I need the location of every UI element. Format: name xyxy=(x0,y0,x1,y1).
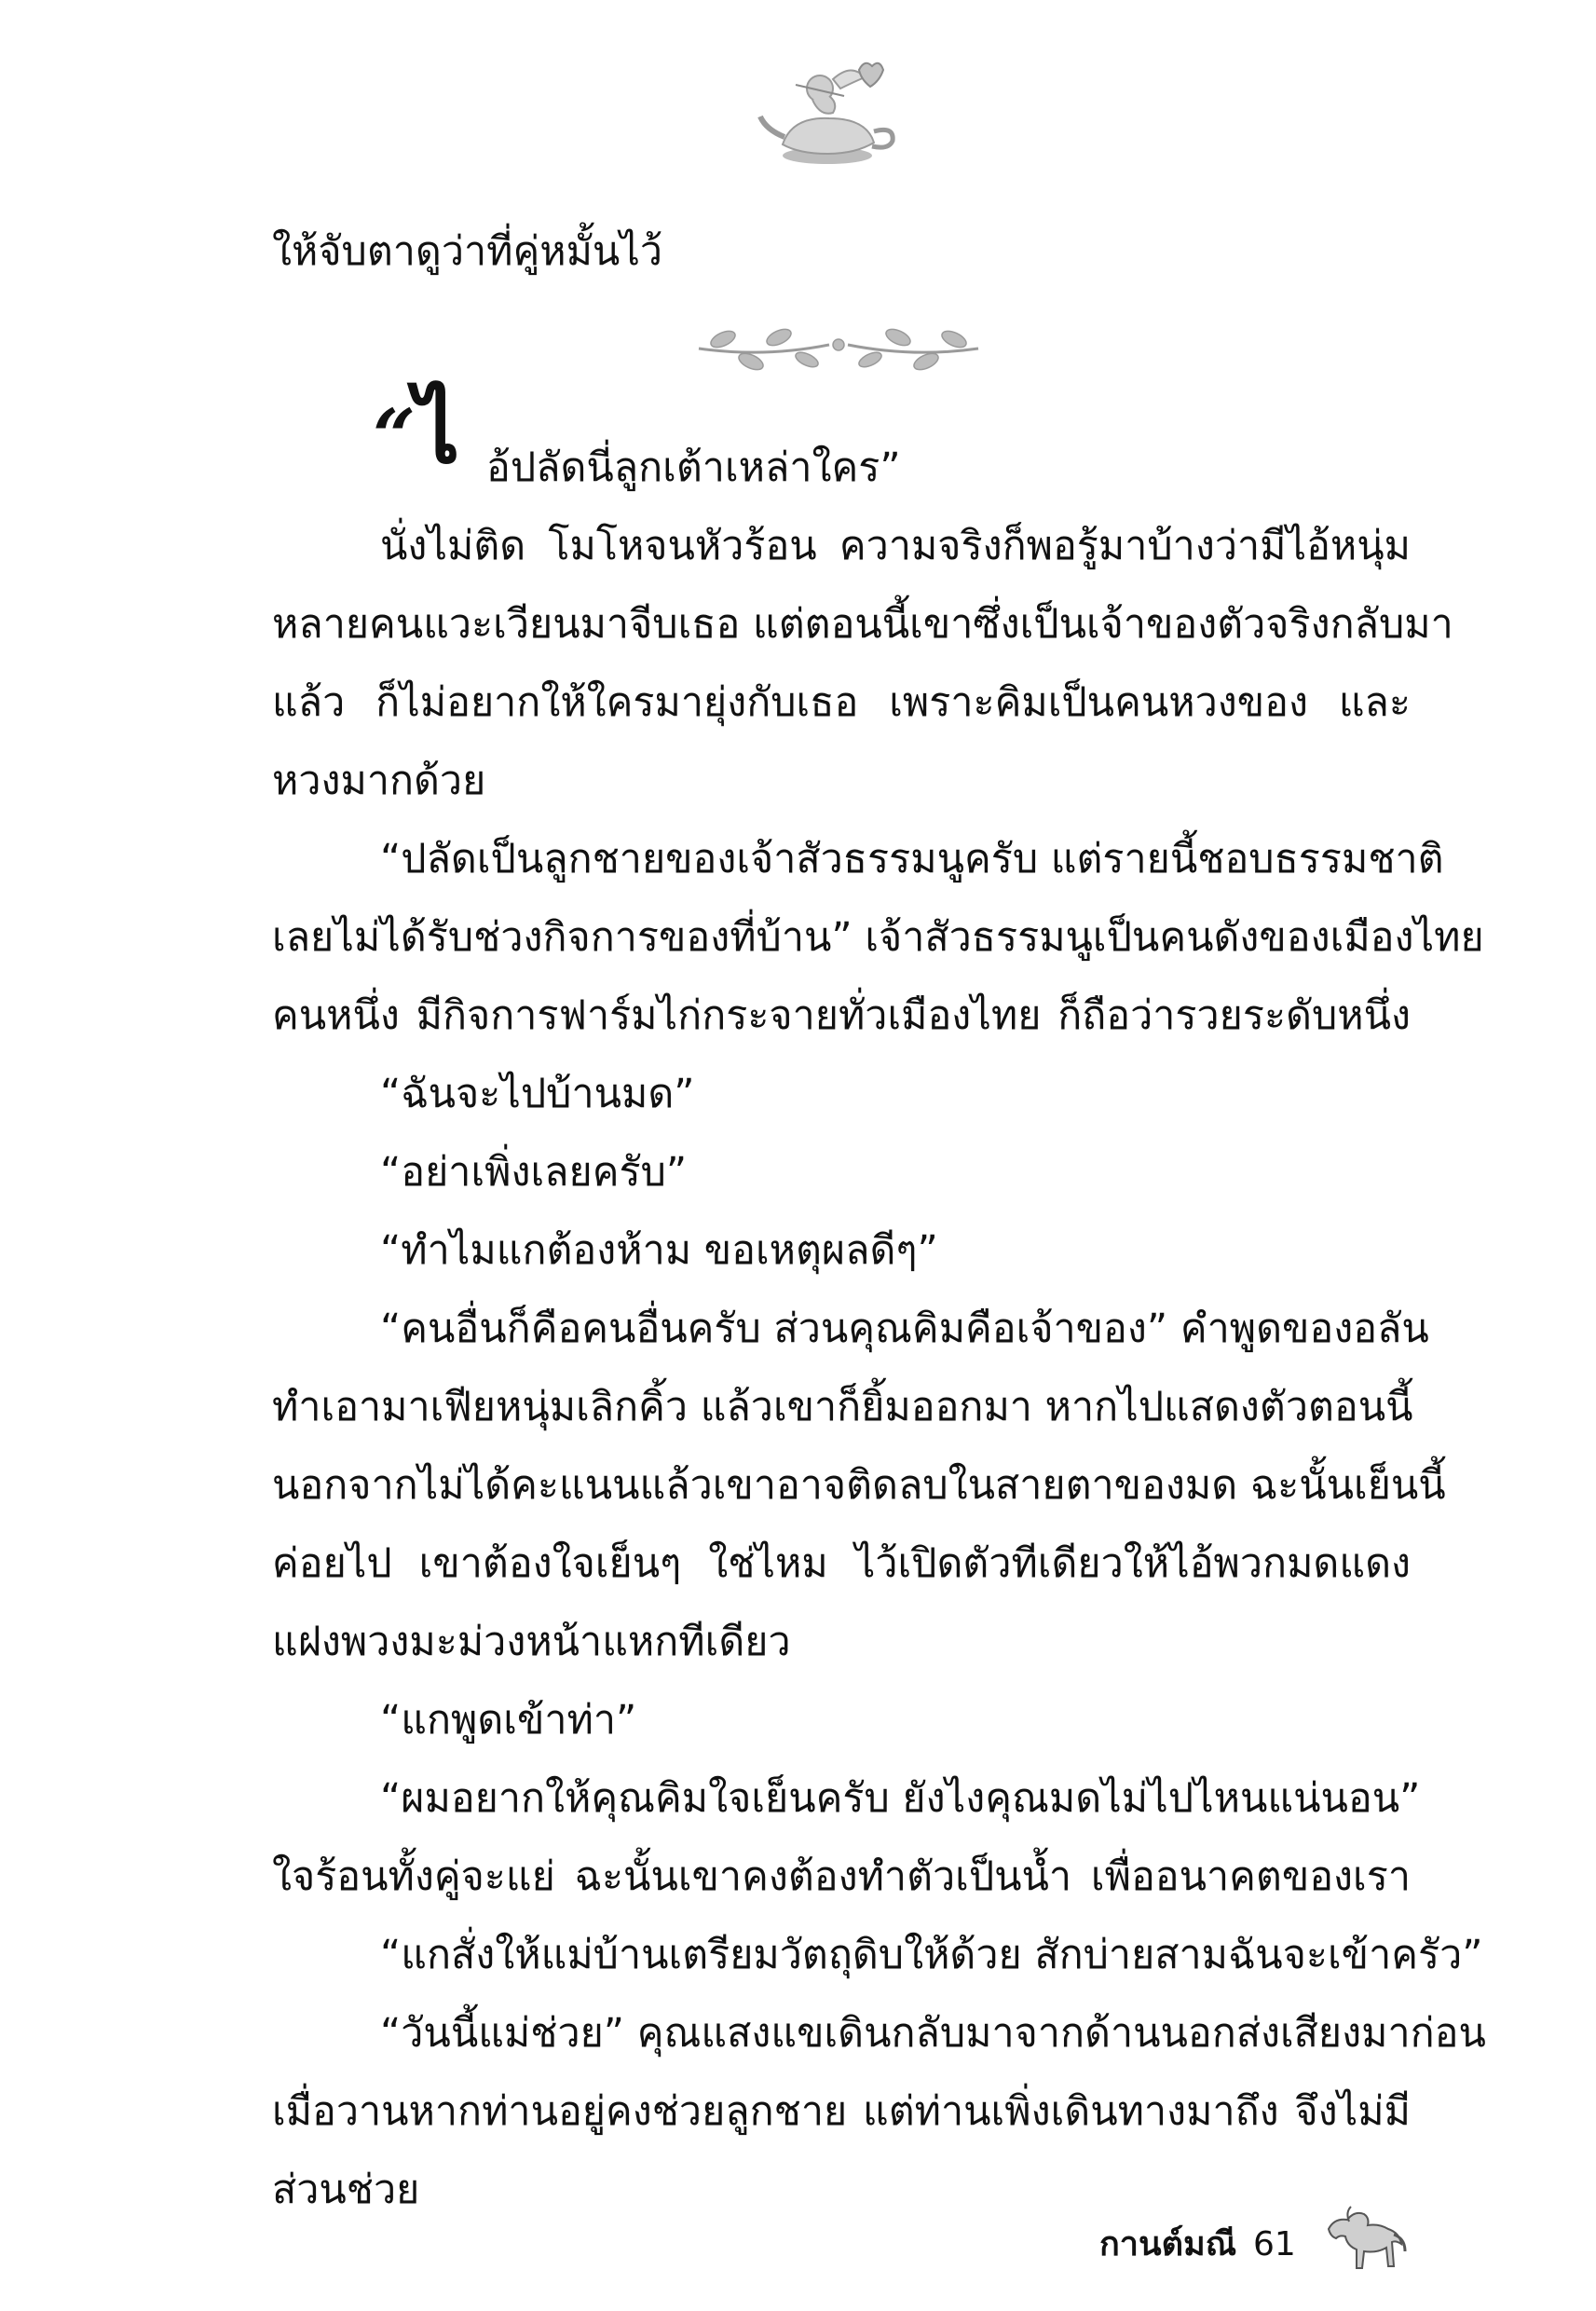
book-title: กานต์มณี xyxy=(1099,2225,1237,2263)
text-line: หลายคนแวะเวียนมาจีบเธอ แต่ตอนนี้เขาซึ่งเป็นเจ้าของตัวจริงกลับมา xyxy=(272,601,1453,648)
leaf-flourish-icon xyxy=(689,317,988,375)
text-line: “แกพูดเข้าท่า” xyxy=(380,1697,637,1744)
text-line: เลยไม่ได้รับช่วงกิจการของที่บ้าน” เจ้าสัวธรรมนูเป็นคนดังของเมืองไทย xyxy=(272,914,1484,961)
text-line: “ผมอยากให้คุณคิมใจเย็นครับ ยังไงคุณมดไม่ไปไหนแน่นอน” xyxy=(380,1775,1421,1822)
text-line: ใจร้อนทั้งคู่จะแย่ ฉะนั้นเขาคงต้องทำตัวเป็นน้ำ เพื่ออนาคตของเรา xyxy=(272,1853,1411,1900)
text-line: “ทำไมแกต้องห้าม ขอเหตุผลดีๆ” xyxy=(380,1227,938,1274)
text-line: ค่อยไป เขาต้องใจเย็นๆ ใช่ไหม ไว้เปิดตัวทีเดียวให้ไอ้พวกมดแดง xyxy=(272,1540,1411,1587)
opening-quote-mark: “ xyxy=(373,392,416,480)
text-line: “แกสั่งให้แม่บ้านเตรียมวัตถุดิบให้ด้วย สักบ่ายสามฉันจะเข้าครัว” xyxy=(380,1932,1483,1978)
text-line: ทำเอามาเฟียหนุ่มเลิกคิ้ว แล้วเขาก็ยิ้มออกมา หากไปแสดงตัวตอนนี้ xyxy=(272,1384,1413,1430)
drop-cap-letter: ไ xyxy=(415,378,460,484)
text-line: แล้ว ก็ไม่อยากให้ใครมายุ่งกับเธอ เพราะคิมเป็นคนหวงของ และ xyxy=(272,679,1411,726)
text-line: เมื่อวานหากท่านอยู่คงช่วยลูกชาย แต่ท่านเพิ่งเดินทางมาถึง จึงไม่มี xyxy=(272,2088,1411,2135)
text-line: นอกจากไม่ได้คะแนนแล้วเขาอาจติดลบในสายตาของมด ฉะนั้นเย็นนี้ xyxy=(272,1462,1446,1509)
text-line: “วันนี้แม่ช่วย” คุณแสงแขเดินกลับมาจากด้านนอกส่งเสียงมาก่อน xyxy=(380,2010,1486,2057)
text-line: “อย่าเพิ่งเลยครับ” xyxy=(380,1149,688,1196)
opening-line-text: อ้ปลัดนี่ลูกเต้าเหล่าใคร” xyxy=(486,444,901,491)
text-line: นั่งไม่ติด โมโหจนหัวร้อน ความจริงก็พอรู้มาบ้างว่ามีไอ้หนุ่ม xyxy=(380,523,1411,569)
text-line: “ปลัดเป็นลูกชายของเจ้าสัวธรรมนูครับ แต่รายนี้ชอบธรรมชาติ xyxy=(380,836,1444,882)
text-line: คนหนึ่ง มีกิจการฟาร์มไก่กระจายทั่วเมืองไทย ก็ถือว่ารวยระดับหนึ่ง xyxy=(272,992,1411,1039)
top-line: ให้จับตาดูว่าที่คู่หมั้นไว้ xyxy=(272,228,663,275)
horse-icon xyxy=(1321,2201,1407,2276)
text-line: แฝงพวงมะม่วงหน้าแหกทีเดียว xyxy=(272,1619,791,1665)
text-line: “คนอื่นก็คือคนอื่นครับ ส่วนคุณคิมคือเจ้าของ” คำพูดของอลัน xyxy=(380,1306,1429,1352)
page-number: 61 xyxy=(1253,2225,1296,2263)
text-line: หวงมากด้วย xyxy=(272,758,486,804)
text-line: ส่วนช่วย xyxy=(272,2167,420,2213)
text-line: “ฉันจะไปบ้านมด” xyxy=(380,1071,695,1117)
cupid-teapot-icon xyxy=(755,51,904,172)
